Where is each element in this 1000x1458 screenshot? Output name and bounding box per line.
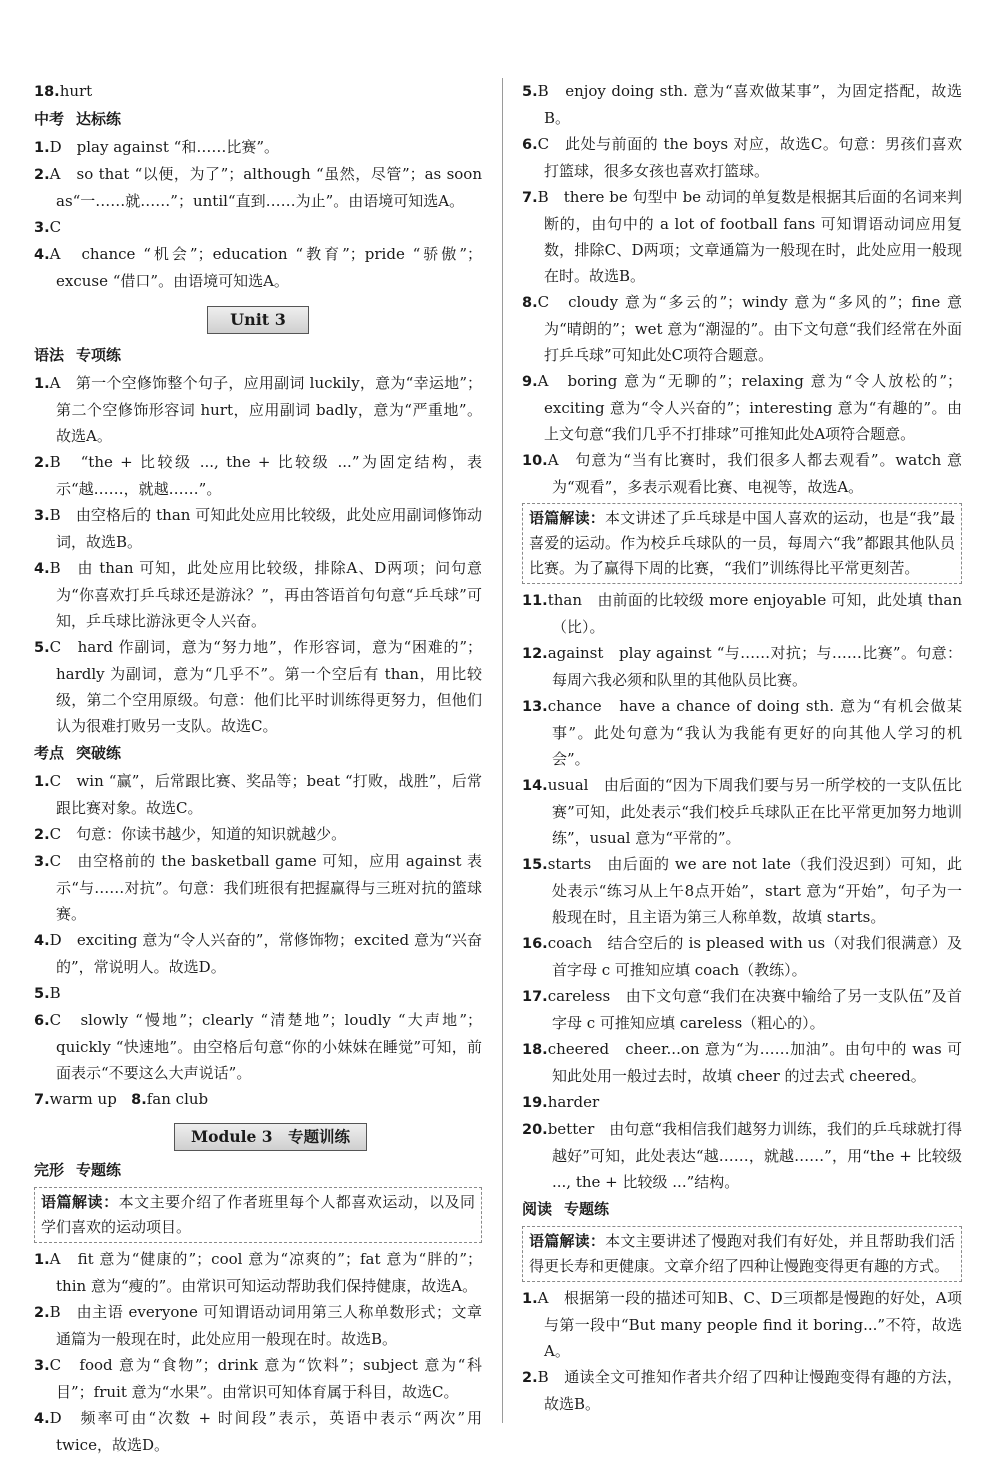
answer-item: 3.B 由空格后的 than 可知此处应用比较级，此处应用副词修饰动词，故选B。 [34, 506, 482, 551]
answer-item: 4.B 由 than 可知，此处应用比较级，排除A、D两项；问句意为“你喜欢打乒乓球还是游泳？”，再由答语首句句意“乒乓球”可知，乒乓球比游泳更令人兴奋。 [34, 559, 482, 630]
answer-item: 15.starts 由后面的 we are not late（我们没迟到）可知，此处表示“练习从上午8点开始”，start 意为“开始”，句子为一般现在时，且主语为第三人称单数，故填 starts。 [522, 855, 962, 926]
section-heading-wanxing: 完形 专题练 [34, 1161, 122, 1179]
answer-item: 3.C [34, 218, 62, 236]
answer-item: 18.cheered cheer...on 意为“为……加油”。由句中的 was 可知此处用一般过去时，故填 cheer 的过去式 cheered。 [522, 1040, 962, 1085]
answer-item: 18.hurt [34, 82, 93, 100]
right-column [522, 78, 962, 1417]
answer-item: 12.against play against “与……对抗；与……比赛”。句意：每周六我必须和队里的其他队员比赛。 [522, 644, 962, 689]
answer-item: 2.B 通读全文可推知作者共介绍了四种让慢跑变得有趣的方法，故选B。 [522, 1368, 962, 1413]
answer-item: 3.C food 意为“食物”；drink 意为“饮料”；subject 意为“科目”；fruit 意为“水果”。由常识可知体育属于科目，故选C。 [34, 1356, 482, 1401]
unit-title-wrap [34, 306, 482, 334]
answer-item: 4.D 频率可由“次数 + 时间段”表示，英语中表示“两次”用 twice，故选D。 [34, 1409, 482, 1454]
answer-item: 7.B there be 句型中 be 动词的单复数是根据其后面的名词来判断的，由句中的 a lot of football fans 可知谓语动词应用复数，排除C、D两项；文章通篇为一般现在时，此处应用一般现在时。故选B。 [522, 188, 962, 285]
answer-item: 5.B enjoy doing sth. 意为“喜欢做某事”，为固定搭配，故选B。 [522, 82, 962, 127]
answer-item: 4.A chance “机会”；education “教育”；pride “骄傲”；excuse “借口”。由语境可知选A。 [34, 245, 482, 290]
answer-item: 1.A 第一个空修饰整个句子，应用副词 luckily，意为“幸运地”；第二个空修饰形容词 hurt，应用副词 badly，意为“严重地”。故选A。 [34, 374, 482, 445]
left-column [34, 78, 482, 1458]
answer-item-pair: 7.warm up 8.fan club [34, 1090, 209, 1108]
answer-item: 3.C 由空格前的 the basketball game 可知，应用 against 表示“与……对抗”。句意：我们班很有把握赢得与三班对抗的篮球赛。 [34, 852, 482, 923]
answer-item: 1.A fit 意为“健康的”；cool 意为“凉爽的”；fat 意为“胖的”；thin 意为“瘦的”。由常识可知运动帮助我们保持健康，故选A。 [34, 1250, 482, 1295]
module-title-wrap [174, 1123, 482, 1151]
module-title: Module 3 专题训练 [174, 1123, 367, 1151]
answer-item: 2.B 由主语 everyone 可知谓语动词用第三人称单数形式；文章通篇为一般现在时，此处应用一般现在时。故选B。 [34, 1303, 482, 1348]
answer-item: 13.chance have a chance of doing sth. 意为“有机会做某事”。此处句意为“我认为我能有更好的向其他人学习的机会”。 [522, 697, 962, 768]
section-heading-yufa: 语法 专项练 [34, 346, 122, 364]
answer-item: 10.A 句意为“当有比赛时，我们很多人都去观看”。watch 意为“观看”，多表示观看比赛、电视等，故选A。 [522, 451, 962, 496]
answer-item: 8.C cloudy 意为“多云的”；windy 意为“多风的”；fine 意为“晴朗的”；wet 意为“潮湿的”。由下文句意“我们经常在外面打乒乓球”可知此处C项符合题意。 [522, 293, 962, 364]
answer-item: 17.careless 由下文句意“我们在决赛中输给了另一支队伍”及首字母 c 可推知应填 careless（粗心的）。 [522, 987, 962, 1032]
answer-item: 16.coach 结合空后的 is pleased with us（对我们很满意）及首字母 c 可推知应填 coach（教练）。 [522, 934, 962, 979]
answer-item: 1.D play against “和……比赛”。 [34, 138, 279, 156]
answer-item: 11.than 由前面的比较级 more enjoyable 可知，此处填 than（比）。 [522, 591, 962, 636]
answer-item: 5.C hard 作副词，意为“努力地”，作形容词，意为“困难的”；hardly 为副词，意为“几乎不”。第一个空后有 than，用比较级，第二个空用原级。句意：他们比平时训练得更努力，但他们认为很难打败另一支队。故选C。 [34, 638, 482, 735]
answer-item: 1.C win “赢”，后常跟比赛、奖品等；beat “打败，战胜”，后常跟比赛对象。故选C。 [34, 772, 482, 817]
column-divider [502, 78, 503, 1423]
answer-item: 14.usual 由后面的“因为下周我们要与另一所学校的一支队伍比赛”可知，此处表示“我们校乒乓球队正在比平常更加努力地训练”，usual 意为“平常的”。 [522, 776, 962, 847]
answer-item: 6.C 此处与前面的 the boys 对应，故选C。句意：男孩们喜欢打篮球，很多女孩也喜欢打篮球。 [522, 135, 962, 180]
unit-title: Unit 3 [207, 306, 309, 334]
answer-item: 1.A 根据第一段的描述可知B、C、D三项都是慢跑的好处，A项与第一段中“But many people find it boring...”不符，故选A。 [522, 1289, 962, 1360]
section-heading-zhongkao: 中考 达标练 [34, 110, 122, 128]
answer-item: 20.better 由句意“我相信我们越努力训练，我们的乒乓球就打得越好”可知，此处表达“越……，就越……”，用“the + 比较级 ..., the + 比较级 ...”结构。 [522, 1120, 962, 1191]
answer-item: 5.B [34, 984, 61, 1002]
passage-note: 语篇解读：本文主要讲述了慢跑对我们有好处，并且帮助我们活得更长寿和更健康。文章介绍了四种让慢跑变得更有趣的方式。 [522, 1226, 962, 1282]
passage-note: 语篇解读：本文讲述了乒乓球是中国人喜欢的运动，也是“我”最喜爱的运动。作为校乒乓球队的一员，每周六“我”都跟其他队员比赛。为了赢得下周的比赛，“我们”训练得比平常更刻苦。 [522, 503, 962, 584]
answer-item: 6.C slowly “慢地”；clearly “清楚地”；loudly “大声地”；quickly “快速地”。由空格后句意“你的小妹妹在睡觉”可知，前面表示“不要这么大声说话”。 [34, 1011, 482, 1082]
section-heading-yuedu: 阅读 专题练 [522, 1200, 610, 1218]
passage-note: 语篇解读：本文主要介绍了作者班里每个人都喜欢运动，以及同学们喜欢的运动项目。 [34, 1187, 482, 1243]
answer-item: 19.harder [522, 1093, 600, 1111]
answer-item: 2.C 句意：你读书越少，知道的知识就越少。 [34, 825, 347, 843]
answer-item: 9.A boring 意为“无聊的”；relaxing 意为“令人放松的”；exciting 意为“令人兴奋的”；interesting 意为“有趣的”。由上文句意“我们几乎不打排球”可推知此处A项符合题意。 [522, 372, 962, 443]
section-heading-kaodian: 考点 突破练 [34, 744, 122, 762]
answer-item: 2.A so that “以便，为了”；although “虽然，尽管”；as soon as“一……就……”；until“直到……为止”。由语境可知选A。 [34, 165, 482, 210]
answer-item: 2.B “the + 比较级 ..., the + 比较级 ...”为固定结构，表示“越……，就越……”。 [34, 453, 482, 498]
answer-item: 4.D exciting 意为“令人兴奋的”，常修饰物；excited 意为“兴奋的”，常说明人。故选D。 [34, 931, 482, 976]
